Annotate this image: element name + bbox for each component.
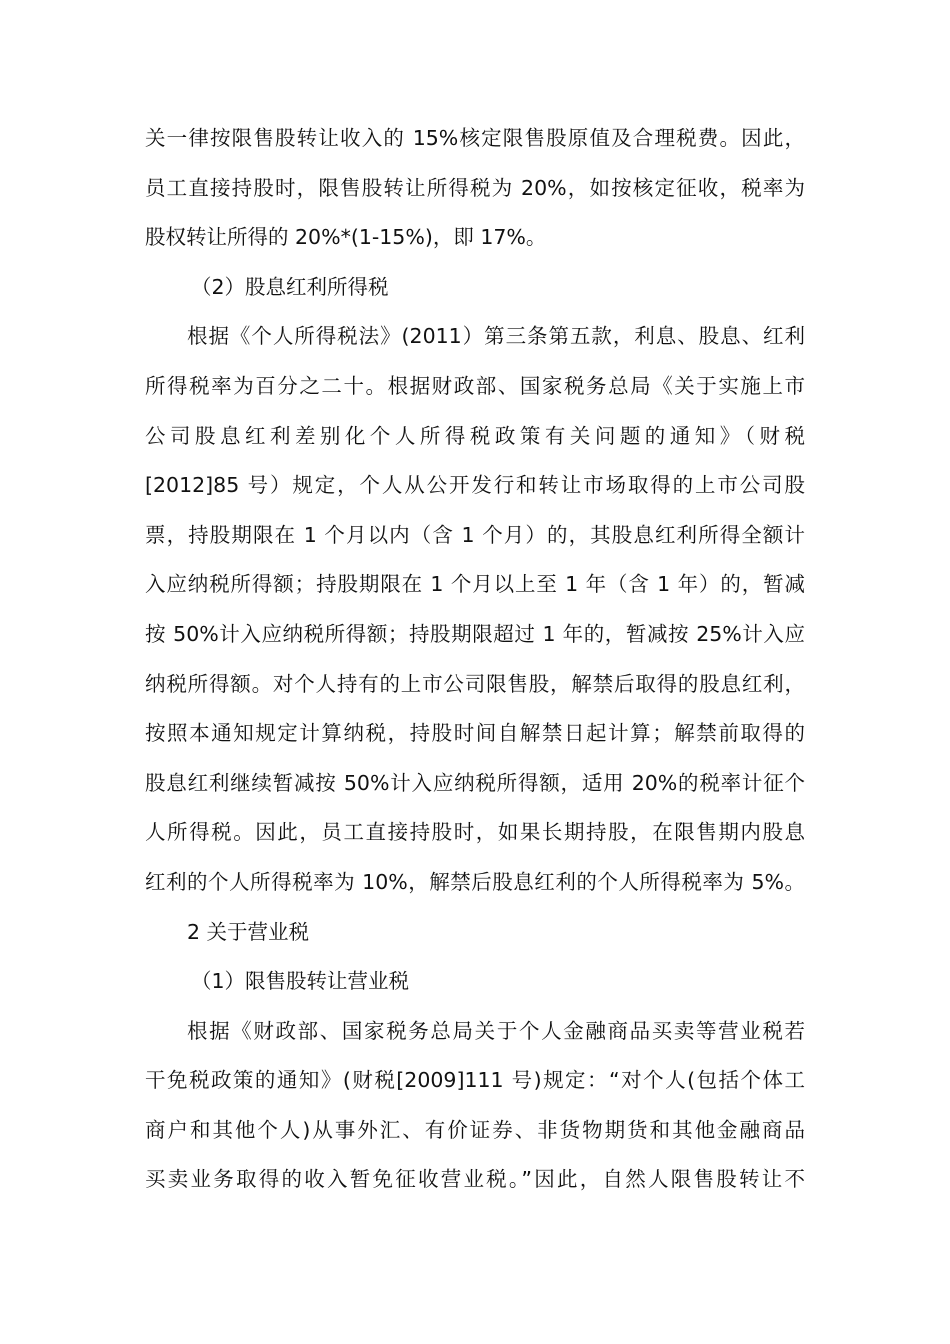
- document-body: [145, 118, 805, 1209]
- text-line: 根据《个人所得税法》(2011）第三条第五款，利息、股息、红利: [187, 324, 805, 349]
- section-heading: 2 关于营业税: [187, 919, 310, 944]
- text-line: [2012]85 号）规定，个人从公开发行和转让市场取得的上市公司股: [145, 473, 805, 498]
- text-line: 股权转让所得的 20%*(1-15%)，即 17%。: [145, 225, 547, 250]
- text-line: 买卖业务取得的收入暂免征收营业税。”因此，自然人限售股转让不: [145, 1167, 805, 1192]
- text-line: 人所得税。因此，员工直接持股时，如果长期持股，在限售期内股息: [145, 820, 805, 845]
- text-line: 干免税政策的通知》(财税[2009]111 号)规定：“对个人(包括个体工: [145, 1068, 805, 1093]
- text-line: 按 50%计入应纳税所得额；持股期限超过 1 年的，暂减按 25%计入应: [145, 621, 805, 646]
- text-line: 红利的个人所得税率为 10%，解禁后股息红利的个人所得税率为 5%。: [145, 869, 805, 894]
- text-line: 票，持股期限在 1 个月以内（含 1 个月）的，其股息红利所得全额计: [145, 522, 805, 547]
- text-line: 公司股息红利差别化个人所得税政策有关问题的通知》（财税: [145, 423, 805, 448]
- text-line: 纳税所得额。对个人持有的上市公司限售股，解禁后取得的股息红利，: [145, 671, 805, 696]
- text-line: 所得税率为百分之二十。根据财政部、国家税务总局《关于实施上市: [145, 373, 805, 398]
- section-heading: （1）限售股转让营业税: [191, 969, 410, 994]
- section-heading: （2）股息红利所得税: [191, 274, 389, 299]
- text-line: 按照本通知规定计算纳税，持股时间自解禁日起计算；解禁前取得的: [145, 721, 805, 746]
- text-line: 员工直接持股时，限售股转让所得税为 20%，如按核定征收，税率为: [145, 175, 805, 200]
- text-line: 商户和其他个人)从事外汇、有价证券、非货物期货和其他金融商品: [145, 1117, 805, 1142]
- text-line: 根据《财政部、国家税务总局关于个人金融商品买卖等营业税若: [187, 1018, 805, 1043]
- text-line: 入应纳税所得额；持股期限在 1 个月以上至 1 年（含 1 年）的，暂减: [145, 572, 805, 597]
- text-line: 股息红利继续暂减按 50%计入应纳税所得额，适用 20%的税率计征个: [145, 770, 805, 795]
- text-line: 关一律按限售股转让收入的 15%核定限售股原值及合理税费。因此，: [145, 126, 805, 150]
